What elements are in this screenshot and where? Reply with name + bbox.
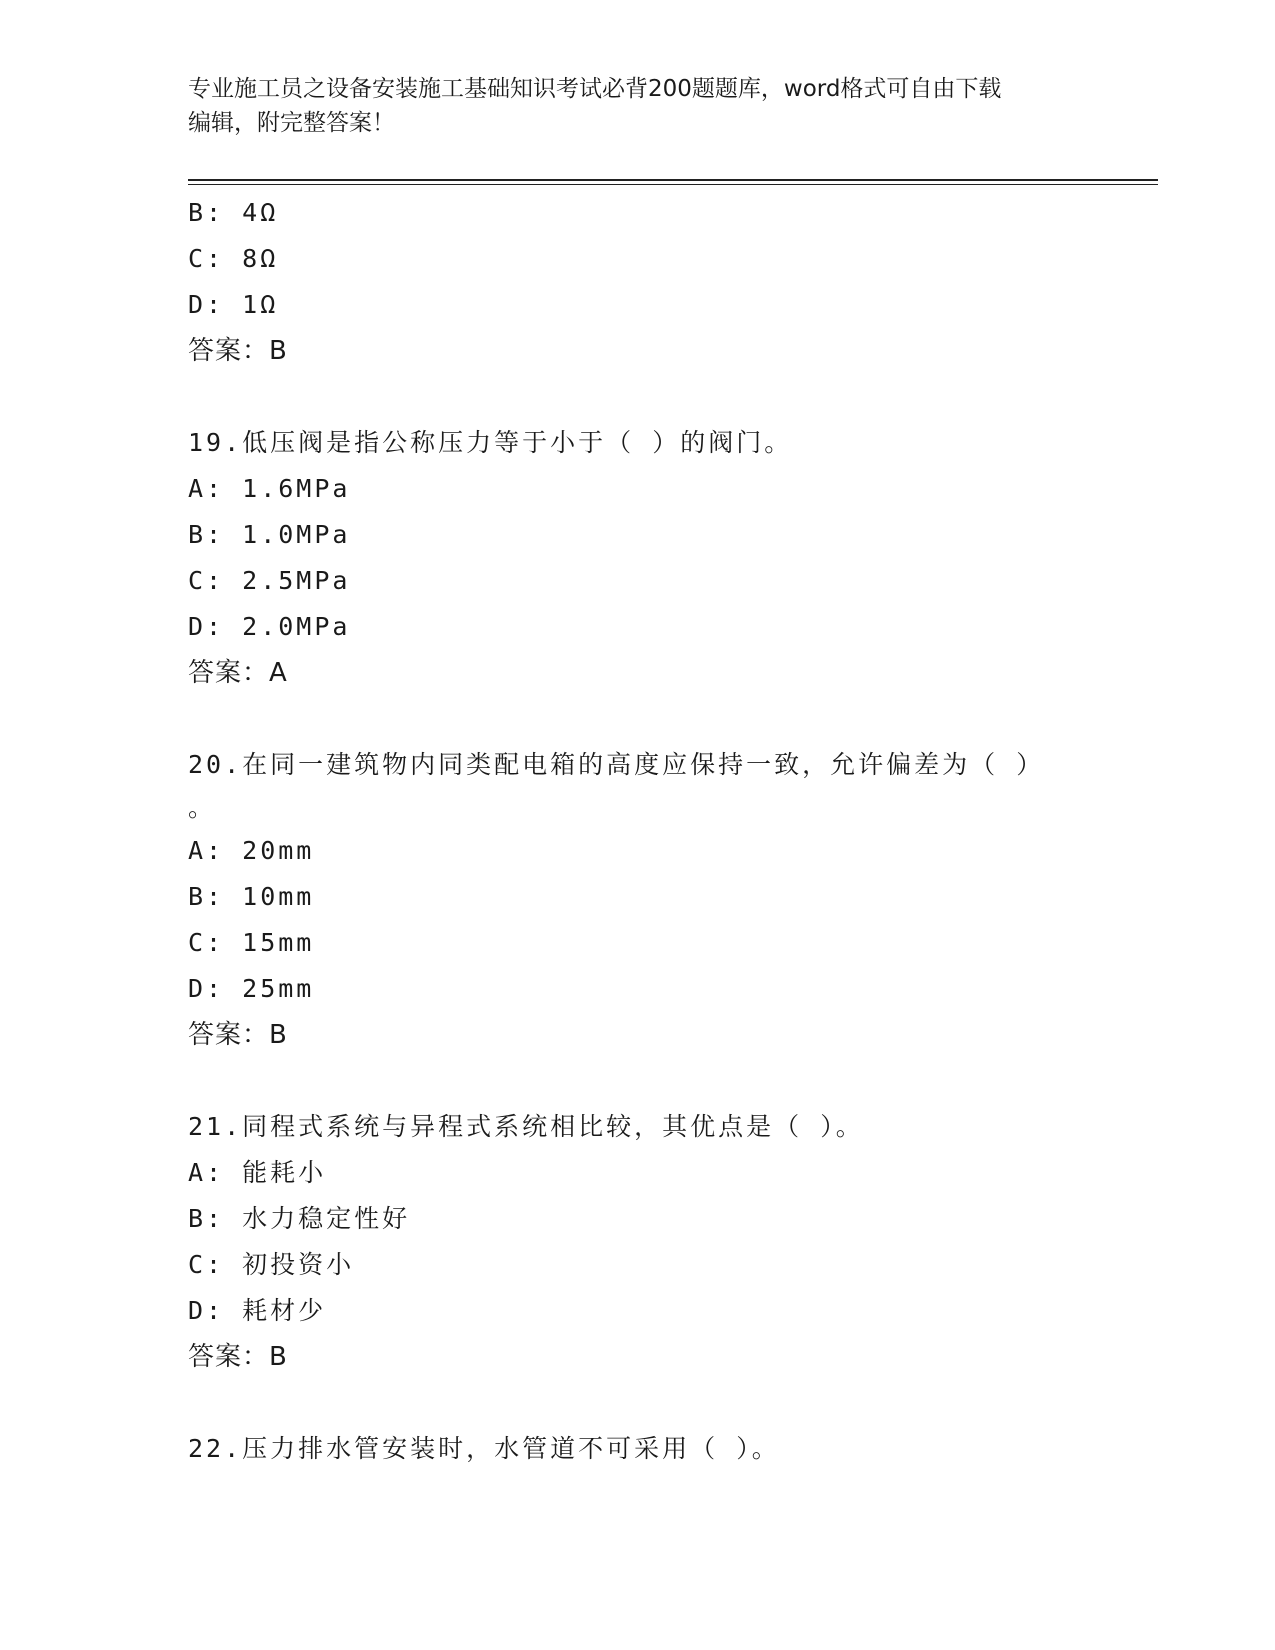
option-a: A: 20mm [188, 836, 315, 865]
question-22 [188, 1426, 1088, 1472]
option-d: D: 耗材少 [188, 1296, 327, 1325]
option-c: C: 初投资小 [188, 1250, 355, 1279]
header-divider-thin [188, 184, 1158, 185]
question-20 [188, 742, 1088, 1058]
header-title-line-2: 编辑，附完整答案！ [188, 110, 395, 136]
option-c: C: 15mm [188, 928, 315, 957]
question-21 [188, 1104, 1088, 1380]
answer-line: 答案：A [188, 658, 288, 688]
option-a: A: 1.6MPa [188, 474, 351, 503]
spacer [188, 374, 1088, 420]
option-a: A: 能耗小 [188, 1158, 327, 1187]
question-stem: 19.低压阀是指公称压力等于小于（ ）的阀门。 [188, 428, 793, 457]
spacer [188, 1058, 1088, 1104]
question-list [188, 190, 1088, 1472]
answer-line: 答案：B [188, 336, 288, 366]
question-stem-continuation: 。 [188, 793, 217, 822]
spacer [188, 696, 1088, 742]
answer-line: 答案：B [188, 1342, 288, 1372]
option-b: B: 4Ω [188, 198, 279, 227]
question-stem: 20.在同一建筑物内同类配电箱的高度应保持一致，允许偏差为（ ） [188, 750, 1045, 779]
option-d: D: 1Ω [188, 290, 279, 319]
carryover-question [188, 190, 1088, 374]
option-d: D: 2.0MPa [188, 612, 351, 641]
header-divider-thick [188, 179, 1158, 181]
question-19 [188, 420, 1088, 696]
header-title-line-1: 专业施工员之设备安装施工基础知识考试必背200题题库，word格式可自由下载 [188, 76, 1002, 102]
question-stem: 21.同程式系统与异程式系统相比较，其优点是（ ）。 [188, 1112, 864, 1141]
option-d: D: 25mm [188, 974, 315, 1003]
option-b: B: 水力稳定性好 [188, 1204, 411, 1233]
question-stem: 22.压力排水管安装时，水管道不可采用（ ）。 [188, 1434, 780, 1463]
option-b: B: 10mm [188, 882, 315, 911]
spacer [188, 1380, 1088, 1426]
option-c: C: 2.5MPa [188, 566, 351, 595]
option-b: B: 1.0MPa [188, 520, 351, 549]
option-c: C: 8Ω [188, 244, 279, 273]
answer-line: 答案：B [188, 1020, 288, 1050]
page-header [188, 72, 1088, 140]
